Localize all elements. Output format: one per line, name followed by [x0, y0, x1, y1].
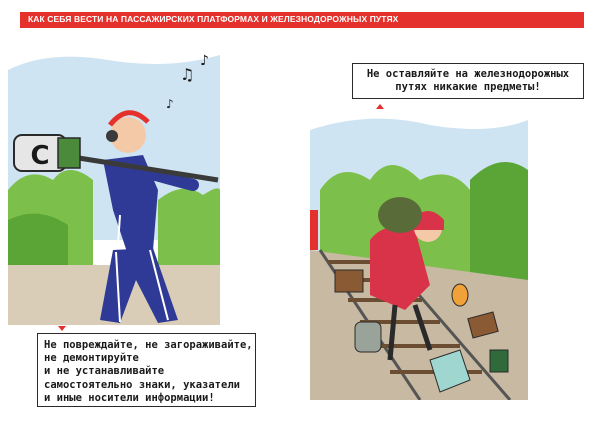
sign-c-icon: [14, 135, 80, 171]
caption-line: путях никакие предметы!: [395, 81, 541, 93]
caption-line: самостоятельно знаки, указатели: [44, 378, 240, 391]
caption-pointer-right: [376, 104, 384, 109]
suitcase-icon: [335, 270, 363, 292]
illustration-track-objects: [310, 110, 528, 400]
bag-icon: [355, 322, 381, 352]
bush-right: [158, 188, 220, 270]
page-title: КАК СЕБЯ ВЕСТИ НА ПАССАЖИРСКИХ ПЛАТФОРМАХ И ЖЕЛЕЗНОДОРОЖНЫХ ПУТЯХ: [28, 14, 399, 24]
caption-line: не демонтируйте: [44, 352, 139, 365]
headphones-icon: [106, 130, 118, 142]
illustration-sign-vandal: [8, 40, 220, 325]
signal-post: [310, 210, 318, 250]
caption-dont-damage-signs: [37, 333, 256, 407]
illustration-sign-vandal-art: [8, 40, 220, 325]
pouch-icon: [452, 284, 468, 306]
jar-icon: [490, 350, 508, 372]
svg-text:♪: ♪: [200, 53, 209, 69]
backpack-icon: [378, 197, 422, 233]
caption-line: Не оставляйте на железнодорожных: [366, 68, 570, 80]
svg-text:♪: ♪: [166, 97, 174, 111]
caption-line: и не устанавливайте: [44, 365, 165, 378]
svg-text:♫: ♫: [180, 65, 195, 84]
caption-dont-leave-objects: [352, 63, 584, 99]
caption-line: Не повреждайте, не загораживайте,: [44, 339, 253, 351]
caption-pointer-left: [58, 326, 66, 331]
illustration-track-objects-art: [310, 110, 528, 400]
header-band: [20, 12, 584, 28]
caption-line: и иные носители информации!: [44, 391, 215, 404]
sign-letter: С: [30, 141, 50, 171]
